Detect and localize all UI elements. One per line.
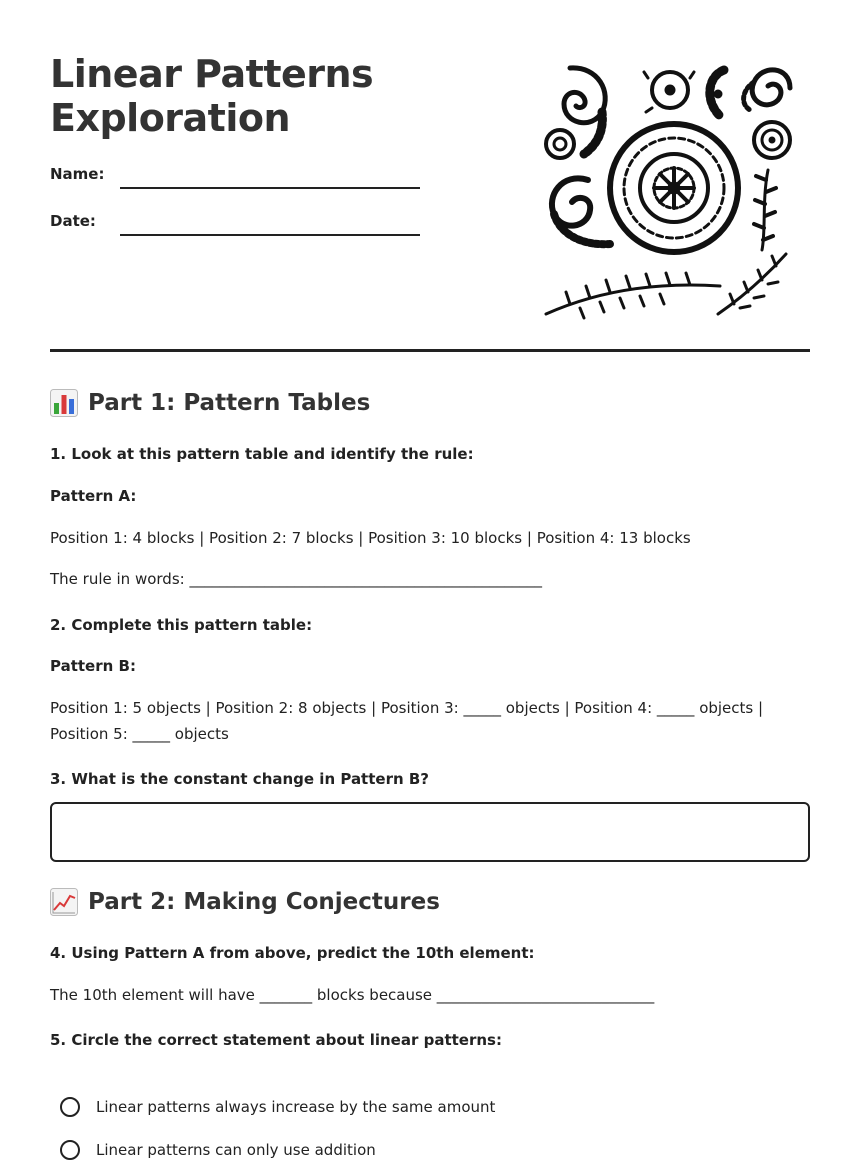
pattern-b-sequence[interactable]: Position 1: 5 objects | Position 2: 8 objects | Position 3: _____ objects | Position 4: _____ objects | Position 5: _____ objects	[50, 699, 764, 743]
header-divider	[50, 349, 810, 352]
pattern-a-sequence: Position 1: 4 blocks | Position 2: 7 blocks | Position 3: 10 blocks | Position 4: 13 blocks	[50, 529, 691, 547]
part2-heading	[50, 887, 440, 917]
constant-change-answer-box[interactable]	[50, 802, 810, 862]
question-1: 1. Look at this pattern table and identify the rule:	[50, 445, 474, 463]
rule-answer-line[interactable]: The rule in words: _______________________________________________	[50, 570, 542, 588]
page-title-line-1: Linear Patterns	[50, 52, 374, 96]
option-2-label: Linear patterns can only use addition	[96, 1141, 376, 1159]
radio-circle[interactable]	[60, 1097, 80, 1117]
page-title	[50, 52, 373, 140]
line-chart-icon	[50, 888, 78, 916]
date-label: Date:	[50, 212, 96, 230]
part1-title: Part 1: Pattern Tables	[88, 390, 371, 416]
maori-koru-ornament-icon	[540, 60, 796, 320]
tenth-element-answer-line[interactable]: The 10th element will have _______ blocks because _____________________________	[50, 986, 655, 1004]
radio-circle[interactable]	[60, 1140, 80, 1160]
option-2[interactable]	[60, 1140, 376, 1160]
question-3: 3. What is the constant change in Pattern B?	[50, 770, 430, 788]
question-5: 5. Circle the correct statement about linear patterns:	[50, 1031, 502, 1049]
bar-chart-icon	[50, 389, 78, 417]
date-field[interactable]	[120, 234, 420, 236]
name-label: Name:	[50, 165, 105, 183]
pattern-a-label: Pattern A:	[50, 487, 137, 505]
part1-heading	[50, 388, 370, 418]
name-field[interactable]	[120, 187, 420, 189]
option-1[interactable]	[60, 1097, 495, 1117]
question-2: 2. Complete this pattern table:	[50, 616, 313, 634]
page-title-line-2: Exploration	[50, 96, 291, 140]
option-1-label: Linear patterns always increase by the same amount	[96, 1098, 496, 1116]
question-4: 4. Using Pattern A from above, predict the 10th element:	[50, 944, 535, 962]
pattern-b-label: Pattern B:	[50, 657, 136, 675]
part2-title: Part 2: Making Conjectures	[88, 889, 440, 915]
